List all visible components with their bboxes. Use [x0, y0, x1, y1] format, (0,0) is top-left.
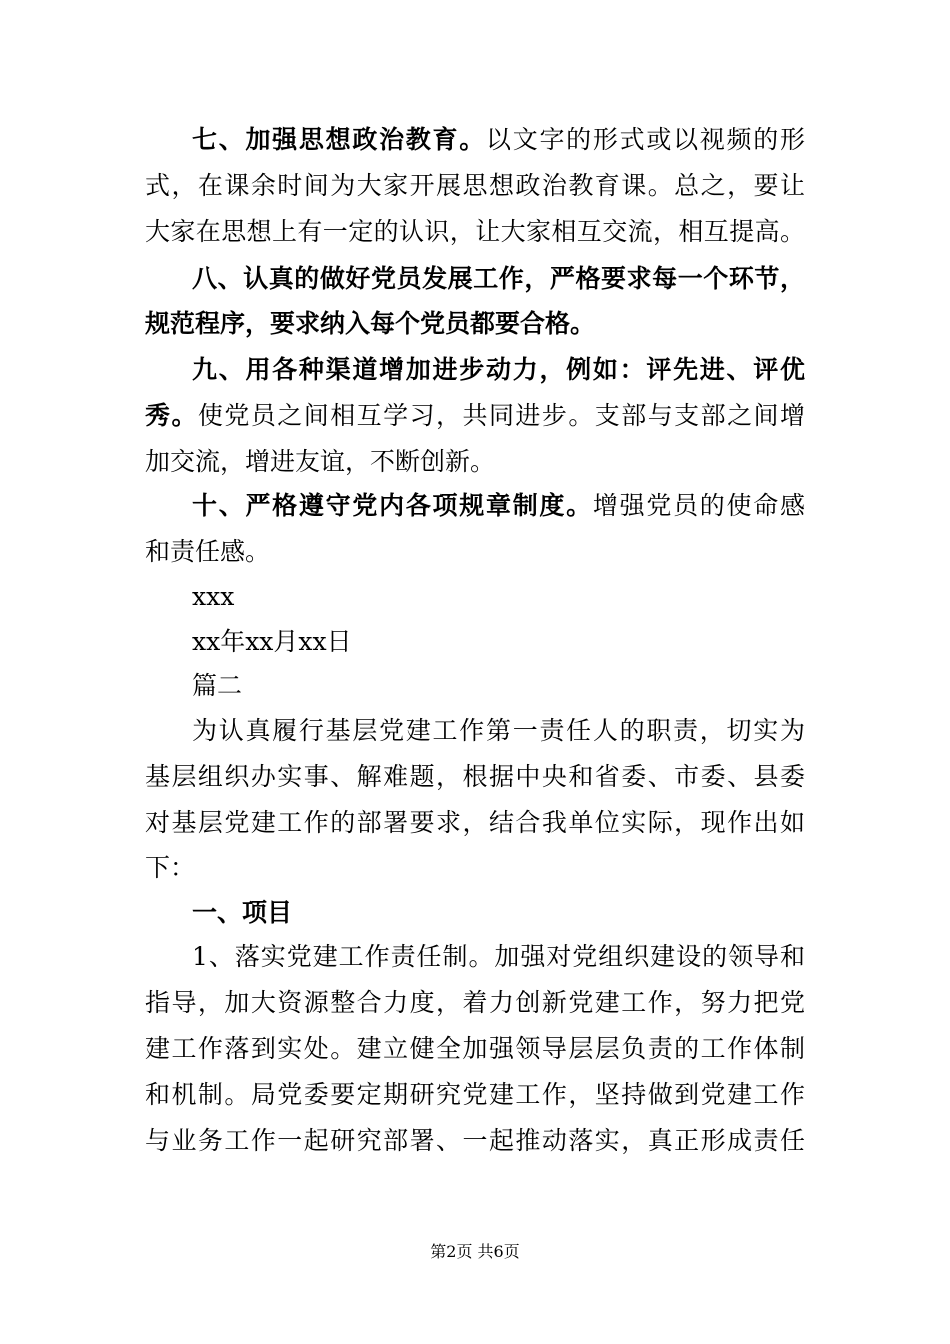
- text-line: 为认真履行基层党建工作第一责任人的职责，切实为: [192, 716, 807, 745]
- text-line: xx年xx月xx日: [192, 627, 352, 656]
- page-footer: 第2页 共6页: [430, 1242, 520, 1261]
- text-line: 七、加强思想政治教育。以文字的形式或以视频的形: [192, 125, 807, 154]
- text-line: 大家在思想上有一定的认识，让大家相互交流，相互提高。: [145, 217, 806, 246]
- text-line: 加交流，增进友谊，不断创新。: [145, 447, 496, 476]
- text-line: 基层组织办实事、解难题，根据中央和省委、市委、县委: [145, 762, 807, 791]
- text-line: 指导，加大资源整合力度，着力创新党建工作，努力把党: [145, 988, 807, 1017]
- text-line: 秀。使党员之间相互学习，共同进步。支部与支部之间增: [145, 401, 807, 430]
- text-line: 十、严格遵守党内各项规章制度。增强党员的使命感: [192, 491, 807, 520]
- text-line: 和责任感。: [145, 537, 271, 566]
- text-line: 八、认真的做好党员发展工作，严格要求每一个环节，: [192, 264, 806, 293]
- text-line: 与业务工作一起研究部署、一起推动落实，真正形成责任: [145, 1126, 807, 1155]
- text-line: 对基层党建工作的部署要求，结合我单位实际，现作出如: [145, 808, 807, 837]
- text-line: xxx: [192, 582, 235, 611]
- text-line: 式，在课余时间为大家开展思想政治教育课。总之，要让: [145, 171, 807, 200]
- text-line: 和机制。局党委要定期研究党建工作，坚持做到党建工作: [145, 1080, 807, 1109]
- text-line: 下：: [145, 853, 196, 882]
- text-line: 篇二: [192, 671, 243, 700]
- text-line: 1、落实党建工作责任制。加强对党组织建设的领导和: [192, 942, 806, 971]
- text-line: 建工作落到实处。建立健全加强领导层层负责的工作体制: [145, 1034, 807, 1063]
- section-heading: 一、项目: [192, 898, 293, 927]
- text-line: 规范程序，要求纳入每个党员都要合格。: [145, 309, 596, 338]
- text-line: 九、用各种渠道增加进步动力，例如：评先进、评优: [192, 355, 807, 384]
